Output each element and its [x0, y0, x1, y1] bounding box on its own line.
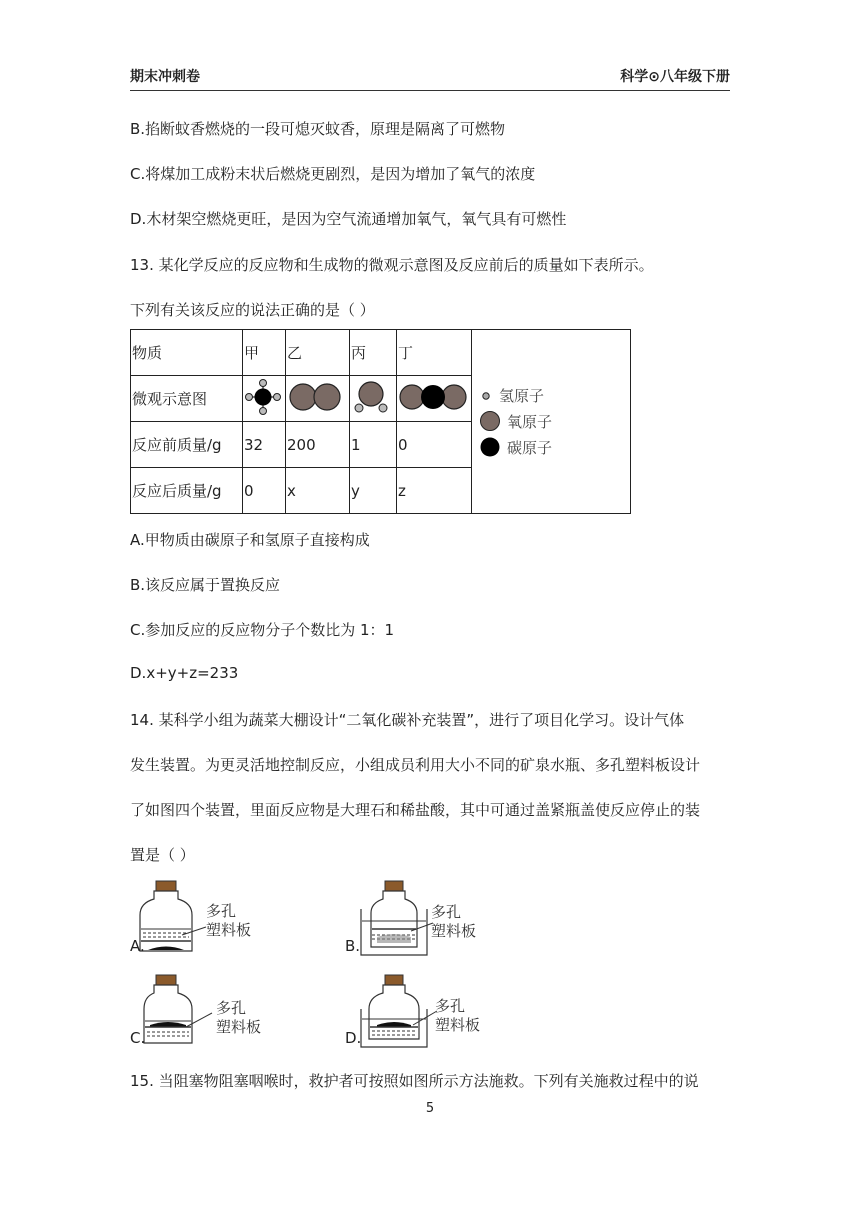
figure-c-label: C.: [130, 1029, 146, 1047]
table-cell: x: [286, 468, 350, 514]
table-row-label-after: 反应后质量/g: [131, 468, 243, 514]
figure-a: [130, 877, 270, 957]
table-cell: 32: [243, 422, 286, 468]
oxygen-atom-icon: [479, 410, 501, 432]
table-row-label-diagram: 微观示意图: [131, 376, 243, 422]
q12-option-c: C.将煤加工成粉末状后燃烧更剧烈，是因为增加了氧气的浓度: [130, 165, 536, 183]
figure-b-label: B.: [345, 937, 361, 955]
q13-stem: 13. 某化学反应的反应物和生成物的微观示意图及反应前后的质量如下表所示。: [130, 256, 654, 274]
table-header-jia: 甲: [243, 330, 286, 376]
q14-stem-line3: 了如图四个装置，里面反应物是大理石和稀盐酸，其中可通过盖紧瓶盖使反应停止的装: [130, 801, 701, 819]
figure-a-label: A.: [130, 937, 145, 955]
q13-option-c: C.参加反应的反应物分子个数比为 1：1: [130, 621, 395, 639]
table-cell: 1: [350, 422, 397, 468]
molecule-bing-cell: [350, 376, 397, 422]
header-right: 科学⊙八年级下册: [620, 69, 730, 85]
table-cell: z: [397, 468, 472, 514]
carbon-atom-icon: [479, 436, 501, 458]
molecule-yi-cell: [286, 376, 350, 422]
atom-legend: [472, 330, 631, 514]
bottle-d-icon: [345, 969, 505, 1049]
table-cell: 200: [286, 422, 350, 468]
figure-d: [345, 969, 505, 1049]
header-left: 期末冲刺卷: [130, 69, 200, 85]
table-header-ding: 丁: [397, 330, 472, 376]
page-number: 5: [425, 1101, 435, 1116]
figure-d-label: D.: [345, 1029, 362, 1047]
table-cell: 0: [397, 422, 472, 468]
table-cell: y: [350, 468, 397, 514]
figure-c: [130, 969, 280, 1049]
q13-option-b: B.该反应属于置换反应: [130, 576, 281, 594]
table-header-substance: 物质: [131, 330, 243, 376]
q14-stem-line2: 发生装置。为更灵活地控制反应，小组成员利用大小不同的矿泉水瓶、多孔塑料板设计: [130, 756, 701, 774]
legend-carbon: 碳原子: [479, 436, 630, 458]
q13-option-d: D.x+y+z=233: [130, 664, 239, 682]
q14-stem-line4: 置是（ ）: [130, 846, 195, 864]
hydrogen-atom-icon: [479, 389, 493, 403]
q13-option-a: A.甲物质由碳原子和氢原子直接构成: [130, 531, 370, 549]
figure-c-annotation: 多孔 塑料板: [216, 999, 262, 1036]
table-header-bing: 丙: [350, 330, 397, 376]
carbon-dioxide-molecule-icon: [398, 380, 468, 414]
q12-option-b: B.掐断蚊香燃烧的一段可熄灭蚊香，原理是隔离了可燃物: [130, 120, 506, 138]
q13-question: 下列有关该反应的说法正确的是（ ）: [130, 301, 375, 319]
molecule-jia-cell: [243, 376, 286, 422]
table-row-label-before: 反应前质量/g: [131, 422, 243, 468]
oxygen-molecule-icon: [287, 380, 345, 414]
methane-molecule-icon: [244, 378, 282, 416]
water-molecule-icon: [351, 379, 393, 415]
q15-stem: 15. 当阻塞物阻塞咽喉时，救护者可按照如图所示方法施救。下列有关施救过程中的说: [130, 1072, 699, 1090]
legend-hydrogen: 氢原子: [479, 385, 630, 406]
figure-b-annotation: 多孔 塑料板: [431, 903, 477, 940]
q13-table: [130, 329, 631, 514]
page-header: [130, 64, 730, 91]
figure-d-annotation: 多孔 塑料板: [435, 997, 481, 1034]
molecule-ding-cell: [397, 376, 472, 422]
legend-oxygen: 氧原子: [479, 410, 630, 432]
figure-a-annotation: 多孔 塑料板: [206, 902, 252, 939]
q14-stem-line1: 14. 某科学小组为蔬菜大棚设计“二氧化碳补充装置”，进行了项目化学习。设计气体: [130, 711, 685, 729]
table-header-yi: 乙: [286, 330, 350, 376]
table-cell: 0: [243, 468, 286, 514]
bottle-b-icon: [345, 877, 505, 957]
q14-figures: [130, 877, 550, 1057]
q12-option-d: D.木材架空燃烧更旺，是因为空气流通增加氧气，氧气具有可燃性: [130, 210, 567, 228]
figure-b: [345, 877, 505, 957]
